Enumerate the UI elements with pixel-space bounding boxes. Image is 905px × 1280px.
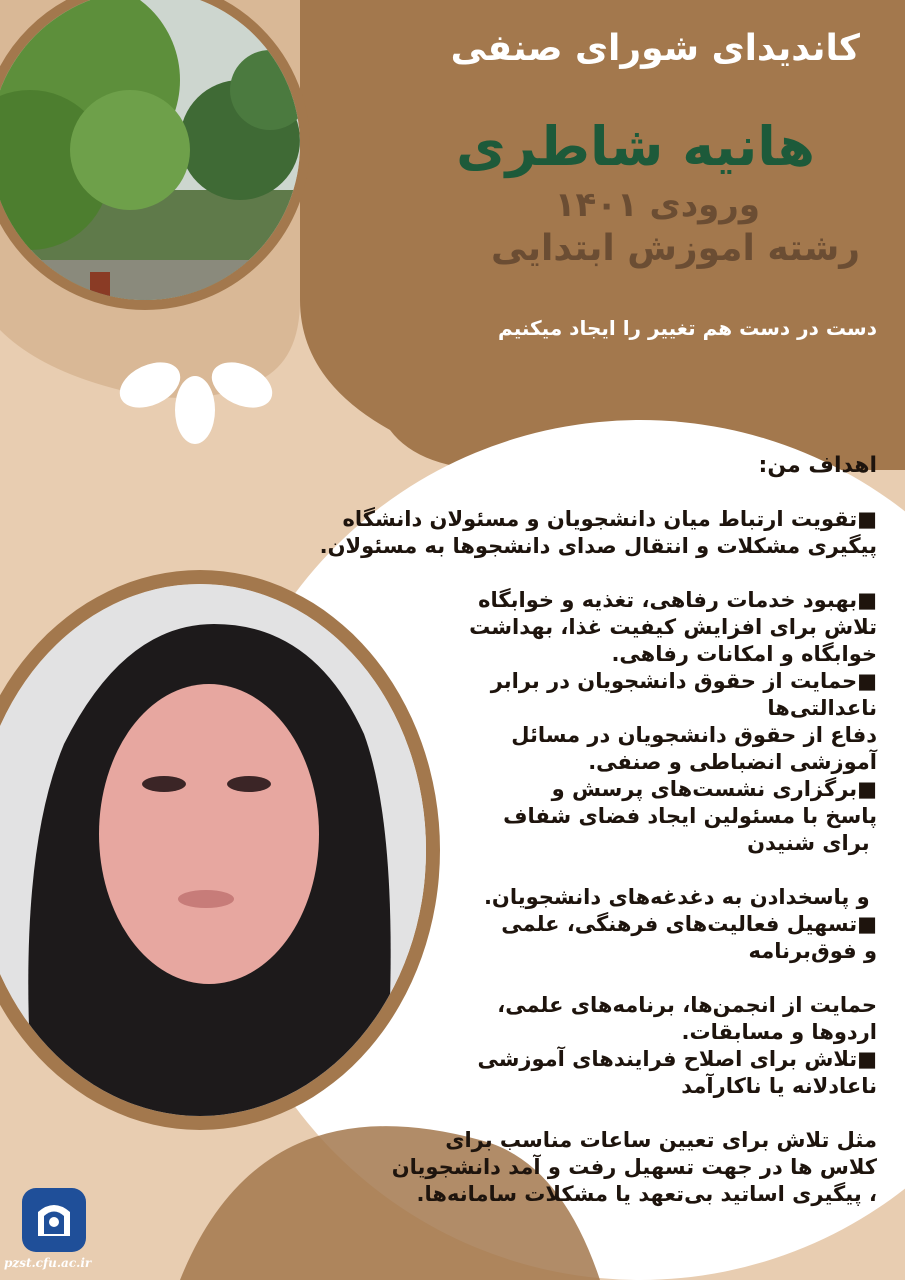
goal-line: ■تسهیل فعالیت‌های فرهنگی، علمی [501,912,877,936]
goals-heading: اهداف من: [758,453,877,478]
entry-year: ورودی ۱۴۰۱ [554,185,760,225]
goal-line: کلاس ها در جهت تسهیل رفت و آمد دانشجویان [391,1155,877,1179]
goal-line: ، پیگیری اساتید بی‌تعهد یا مشکلات سامانه‌ها. [416,1182,877,1206]
site-label: pzst.cfu.ac.ir [4,1256,92,1270]
slogan: دست در دست هم تغییر را ایجاد میکنیم [498,316,877,340]
council-title: کاندیدای شورای صنفی [450,28,860,69]
goal-line: آموزشی انضباطی و صنفی. [588,750,877,774]
goal-line: ■حمایت از حقوق دانشجویان در برابر [490,669,877,693]
goal-line: مثل تلاش برای تعیین ساعات مناسب برای [445,1128,877,1152]
goal-line: و پاسخدادن به دغدغه‌های دانشجویان. [483,885,877,909]
goal-line: ناعادلانه یا ناکارآمد [681,1074,877,1098]
goal-line: خوابگاه و امکانات رفاهی. [611,642,877,666]
goal-line: اردوها و مسابقات. [681,1020,877,1044]
candidate-name: هانیه شاطری [456,115,815,178]
goal-line [237,479,877,506]
goal-line: برای شنیدن [747,831,877,855]
goal-line: پاسخ با مسئولین ایجاد فضای شفاف [503,804,877,828]
major: رشته اموزش ابتدایی [491,228,860,269]
goal-line: ■تلاش برای اصلاح فرایندهای آموزشی [477,1047,877,1071]
goal-line: و فوق‌برنامه [748,939,877,963]
goal-line: ■برگزاری نشست‌های پرسش و [551,777,877,801]
goal-line: پیگیری مشکلات و انتقال صدای دانشجوها به مسئولان. [319,534,877,558]
goal-line [237,857,877,884]
goal-line [237,965,877,992]
goal-line: ■بهبود خدمات رفاهی، تغذیه و خوابگاه [478,588,877,612]
goal-line: حمایت از انجمن‌ها، برنامه‌های علمی، [497,993,877,1017]
goal-line: ■تقویت ارتباط میان دانشجویان و مسئولان دانشگاه [342,507,877,531]
goals-section [237,452,877,1208]
goals-list [237,479,877,1208]
goal-line: ناعدالتی‌ها [767,696,877,720]
goal-line: دفاع از حقوق دانشجویان در مسائل [511,723,877,747]
goal-line [237,1100,877,1127]
goal-line [237,560,877,587]
goal-line: تلاش برای افزایش کیفیت غذا، بهداشت [469,615,877,639]
university-logo-icon [22,1188,86,1252]
